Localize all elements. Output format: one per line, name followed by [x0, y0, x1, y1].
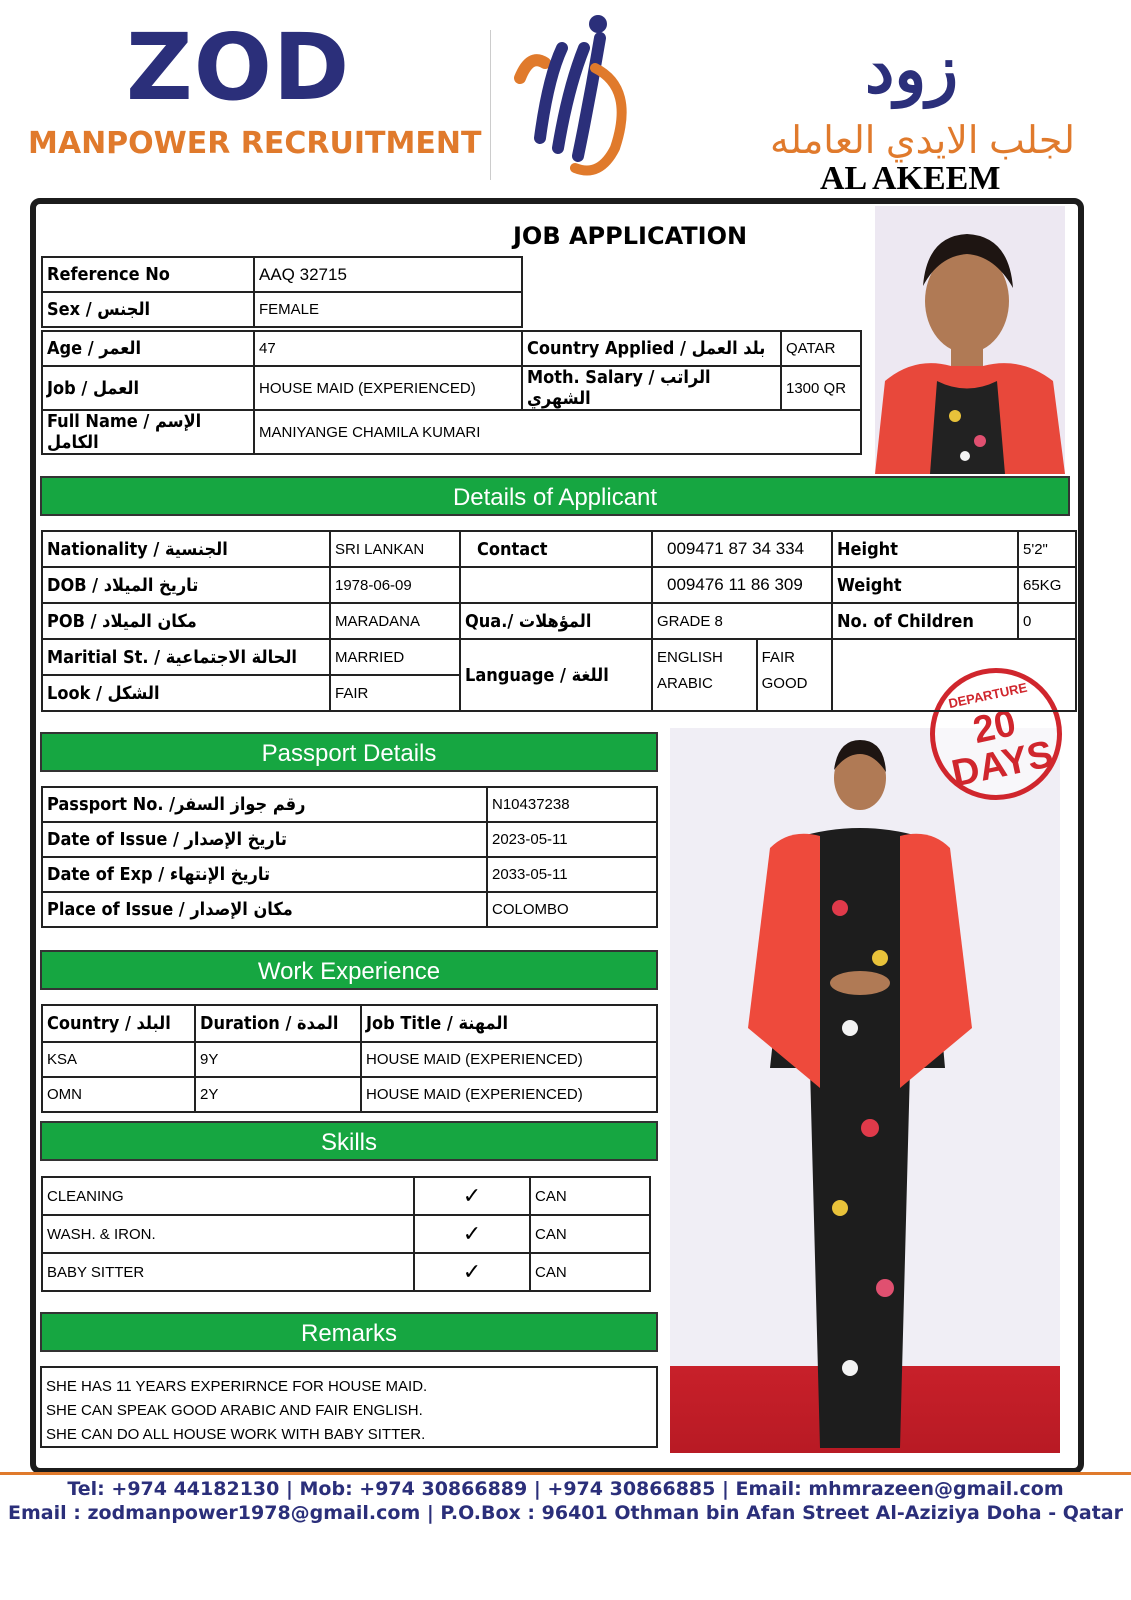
table-row — [42, 1215, 650, 1253]
check-icon: ✓ — [414, 1215, 530, 1253]
reference-table — [41, 256, 523, 328]
partner-name: AL AKEEM — [820, 160, 1001, 197]
nationality-value: SRI LANKAN — [330, 531, 460, 567]
language-1-name: ENGLISH — [652, 639, 757, 675]
contact-secondary: 009476 11 86 309 — [652, 567, 832, 603]
salary-label: Moth. Salary / الراتب الشهري — [522, 366, 781, 410]
country-applied-label: Country Applied / بلد العمل — [522, 331, 781, 366]
work-table — [41, 1004, 658, 1113]
work-country: KSA — [42, 1042, 195, 1077]
footer-divider — [0, 1472, 1131, 1475]
footer-address-line: Email : zodmanpower1978@gmail.com | P.O.Box : 96401 Othman bin Afan Street Al-Aziziya Doha - Qatar — [8, 1502, 1123, 1524]
height-value: 5'2" — [1018, 531, 1076, 567]
look-value: FAIR — [330, 675, 460, 711]
skills-table — [41, 1176, 651, 1292]
marital-value: MARRIED — [330, 639, 460, 675]
table-row — [42, 1077, 657, 1112]
table-row — [42, 1177, 650, 1215]
language-1-level: FAIR — [757, 639, 832, 675]
pob-value: MARADANA — [330, 603, 460, 639]
brand-title: ZOD — [126, 14, 351, 121]
fullname-label: Full Name / الإسم الكامل — [42, 410, 254, 454]
details-empty-cell — [832, 639, 1076, 711]
company-logo-icon — [500, 8, 640, 188]
remarks-heading: Remarks — [40, 1312, 658, 1352]
country-applied-value: QATAR — [781, 331, 861, 366]
qualification-label: Qua./ المؤهلات — [460, 603, 652, 639]
check-icon: ✓ — [414, 1253, 530, 1291]
work-col-country: Country / البلد — [42, 1005, 195, 1042]
remark-line: SHE CAN SPEAK GOOD ARABIC AND FAIR ENGLISH. — [46, 1402, 423, 1419]
brand-subtitle-arabic: لجلب الايدي العامله — [770, 120, 1075, 162]
work-col-job: Job Title / المهنة — [361, 1005, 657, 1042]
footer-contact-line: Tel: +974 44182130 | Mob: +974 30866889 | +974 30866885 | Email: mhmrazeen@gmail.com — [67, 1478, 1064, 1500]
stamp-top-text: DEPARTURE — [947, 679, 1029, 712]
work-duration: 2Y — [195, 1077, 361, 1112]
contact-spacer — [460, 567, 652, 603]
age-value: 47 — [254, 331, 522, 366]
applicant-portrait — [875, 206, 1065, 474]
skill-status: CAN — [530, 1253, 650, 1291]
portrait-figure-icon — [875, 206, 1065, 474]
children-value: 0 — [1018, 603, 1076, 639]
issue-place-value: COLOMBO — [487, 892, 657, 927]
salary-value: 1300 QR — [781, 366, 861, 410]
marital-label: Maritial St. / الحالة الاجتماعية — [42, 639, 330, 675]
basic-info-table — [41, 330, 862, 455]
reference-label: Reference No — [42, 257, 254, 292]
exp-date-label: Date of Exp / تاريخ الإنتهاء — [42, 857, 487, 892]
check-icon: ✓ — [414, 1177, 530, 1215]
applicant-full-photo — [670, 728, 1060, 1453]
pob-label: POB / مكان الميلاد — [42, 603, 330, 639]
height-label: Height — [832, 531, 1018, 567]
children-label: No. of Children — [832, 603, 1018, 639]
work-heading: Work Experience — [40, 950, 658, 990]
remark-line: SHE HAS 11 YEARS EXPERIRNCE FOR HOUSE MAID. — [46, 1378, 428, 1395]
brand-title-arabic: زود — [865, 32, 959, 106]
nationality-label: Nationality / الجنسية — [42, 531, 330, 567]
remark-line: SHE CAN DO ALL HOUSE WORK WITH BABY SITTER. — [46, 1426, 426, 1443]
skill-name: BABY SITTER — [42, 1253, 414, 1291]
sex-label: Sex / الجنس — [42, 292, 254, 327]
skill-name: WASH. & IRON. — [42, 1215, 414, 1253]
age-label: Age / العمر — [42, 331, 254, 366]
passport-heading: Passport Details — [40, 732, 658, 772]
skill-status: CAN — [530, 1177, 650, 1215]
exp-date-value: 2033-05-11 — [487, 857, 657, 892]
skills-heading: Skills — [40, 1121, 658, 1161]
work-country: OMN — [42, 1077, 195, 1112]
details-table — [41, 530, 1077, 712]
issue-place-label: Place of Issue / مكان الإصدار — [42, 892, 487, 927]
full-figure-icon — [670, 728, 1060, 1453]
language-2-name: ARABIC — [652, 675, 757, 711]
issue-date-value: 2023-05-11 — [487, 822, 657, 857]
stamp-main-text: 20 DAYS — [948, 702, 1057, 796]
contact-label: Contact — [460, 531, 652, 567]
weight-value: 65KG — [1018, 567, 1076, 603]
language-label: Language / اللغة — [460, 639, 652, 711]
issue-date-label: Date of Issue / تاريخ الإصدار — [42, 822, 487, 857]
form-title: JOB APPLICATION — [513, 222, 748, 250]
job-label: Job / العمل — [42, 366, 254, 410]
qualification-value: GRADE 8 — [652, 603, 832, 639]
details-heading: Details of Applicant — [40, 476, 1070, 516]
language-2-level: GOOD — [757, 675, 832, 711]
work-duration: 9Y — [195, 1042, 361, 1077]
weight-label: Weight — [832, 567, 1018, 603]
fullname-value: MANIYANGE CHAMILA KUMARI — [254, 410, 861, 454]
skill-name: CLEANING — [42, 1177, 414, 1215]
work-col-duration: Duration / المدة — [195, 1005, 361, 1042]
table-row — [42, 1042, 657, 1077]
passport-no-label: Passport No. /رقم جواز السفر — [42, 787, 487, 822]
sex-value: FEMALE — [254, 292, 522, 327]
look-label: Look / الشكل — [42, 675, 330, 711]
remarks-box — [40, 1366, 658, 1448]
dob-value: 1978-06-09 — [330, 567, 460, 603]
job-value: HOUSE MAID (EXPERIENCED) — [254, 366, 522, 410]
contact-primary: 009471 87 34 334 — [652, 531, 832, 567]
reference-value: AAQ 32715 — [254, 257, 522, 292]
logo-divider — [490, 30, 491, 180]
skill-status: CAN — [530, 1215, 650, 1253]
dob-label: DOB / تاريخ الميلاد — [42, 567, 330, 603]
passport-no-value: N10437238 — [487, 787, 657, 822]
brand-subtitle: MANPOWER RECRUITMENT — [28, 126, 482, 161]
work-job: HOUSE MAID (EXPERIENCED) — [361, 1077, 657, 1112]
work-job: HOUSE MAID (EXPERIENCED) — [361, 1042, 657, 1077]
table-row — [42, 1253, 650, 1291]
passport-table — [41, 786, 658, 928]
